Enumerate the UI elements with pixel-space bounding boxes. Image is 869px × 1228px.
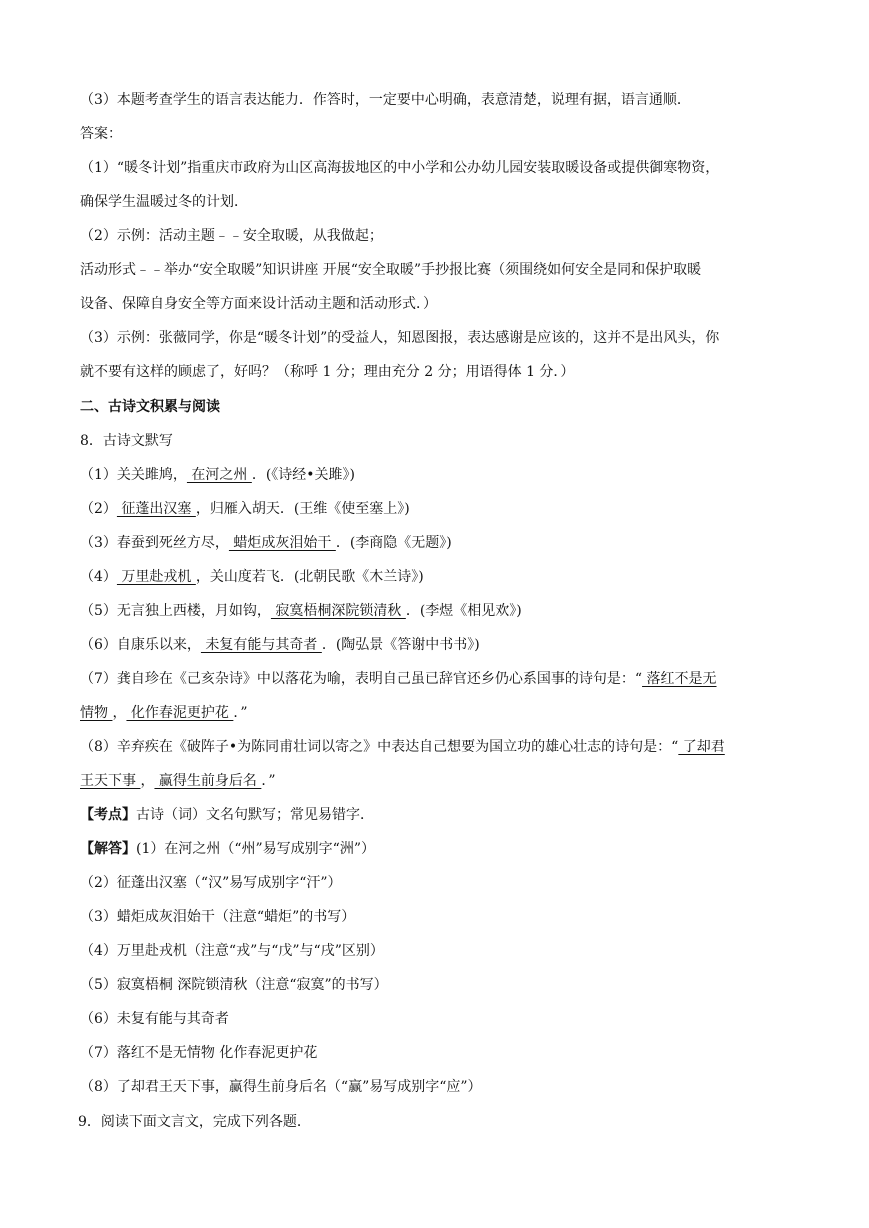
q8-item-4-source: ，关山度若飞．(北朝民歌《木兰诗》) bbox=[195, 569, 424, 585]
jieda-item-6: （6）未复有能与其奇者 bbox=[80, 1011, 229, 1027]
jieda bbox=[80, 839, 792, 859]
q8-item-3-answer: 蜡炬成灰泪始干 bbox=[228, 535, 336, 551]
q8-item-7-comma: ， bbox=[112, 705, 127, 721]
answer-3-line-1: （3）示例：张薇同学，你是“暖冬计划”的受益人，知恩图报，表达感谢是应该的，这并不是出风头，你 bbox=[80, 330, 720, 346]
q8-item-6-answer: 未复有能与其奇者 bbox=[200, 637, 322, 653]
q8-item-5 bbox=[80, 601, 792, 621]
kaodian-label: 【考点】 bbox=[80, 807, 136, 823]
q8-item-7-answer-b: 情物 bbox=[80, 705, 113, 721]
q8-item-8-answer-c: 赢得生前身后名 bbox=[154, 773, 262, 789]
q8-item-4 bbox=[80, 567, 792, 587]
q8-item-3-source: ．(李商隐《无题》) bbox=[335, 535, 452, 551]
q8-item-7-end: ．” bbox=[233, 705, 248, 721]
kaodian bbox=[80, 805, 792, 825]
q8-item-8-comma: ， bbox=[140, 773, 155, 789]
q8-item-1 bbox=[80, 465, 792, 485]
q8-item-6 bbox=[80, 635, 792, 655]
answer-2-line-3: 设备、保障自身安全等方面来设计活动主题和活动形式．） bbox=[80, 296, 437, 312]
question-9-title: 9．阅读下面文言文，完成下列各题． bbox=[78, 1114, 311, 1130]
q8-item-2-answer: 征蓬出汉塞 bbox=[116, 501, 196, 517]
answer-1-line-2: 确保学生温暖过冬的计划． bbox=[80, 194, 248, 210]
answer-1-line-1: （1）“暖冬计划”指重庆市政府为山区高海拔地区的中小学和公办幼儿园安装取暖设备或提供御寒物资， bbox=[80, 160, 720, 176]
kaodian-text: 古诗（词）文名句默写；常见易错字． bbox=[136, 807, 374, 823]
jieda-item-5: （5）寂寞梧桐 深院锁清秋（注意“寂寞”的书写） bbox=[80, 977, 388, 993]
answer-3-line-2: 就不要有这样的顾虑了，好吗？（称呼 1 分；理由充分 2 分；用语得体 1 分．） bbox=[80, 364, 575, 380]
q8-item-2-prompt: （2） bbox=[80, 501, 117, 517]
jieda-item-4: （4）万里赴戎机（注意“戎”与“戊”与“戌”区别） bbox=[80, 943, 384, 959]
jieda-label: 【解答】 bbox=[80, 841, 136, 857]
q8-item-8-line-2 bbox=[80, 771, 792, 791]
answer-label: 答案： bbox=[80, 126, 122, 142]
q8-item-7-line-1 bbox=[80, 669, 792, 689]
q8-item-3-prompt: （3）春蚕到死丝方尽， bbox=[80, 535, 229, 551]
question-8-title: 8．古诗文默写 bbox=[80, 433, 173, 449]
q8-item-8-answer-b: 王天下事 bbox=[80, 773, 141, 789]
answer-2-line-2: 活动形式﹣﹣举办“安全取暖”知识讲座 开展“安全取暖”手抄报比赛（须围绕如何安全是同和保护取暖 bbox=[80, 262, 702, 278]
q8-item-8-answer-a: 了却君 bbox=[678, 739, 725, 755]
jieda-item-3: （3）蜡炬成灰泪始干（注意“蜡炬”的书写） bbox=[80, 909, 356, 925]
jieda-item-8: （8）了却君王天下事，赢得生前身后名（“赢”易写成别字“应”） bbox=[80, 1079, 482, 1095]
q8-item-5-prompt: （5）无言独上西楼，月如钩， bbox=[80, 603, 271, 619]
q8-item-4-prompt: （4） bbox=[80, 569, 117, 585]
q8-item-1-source: ．(《诗经•关雎》) bbox=[251, 467, 356, 483]
q8-item-8-line-1 bbox=[80, 737, 792, 757]
jieda-item-2: （2）征蓬出汉塞（“汉”易写成别字“汗”） bbox=[80, 875, 342, 891]
q8-item-2 bbox=[80, 499, 792, 519]
q8-item-4-answer: 万里赴戎机 bbox=[116, 569, 196, 585]
q8-item-7-prompt: （7）龚自珍在《己亥杂诗》中以落花为喻，表明自己虽已辞官还乡仍心系国事的诗句是：“ bbox=[80, 671, 643, 687]
jieda-item-1: (1）在河之州（“州”易写成别字“洲”） bbox=[136, 841, 375, 857]
q8-item-5-source: ．(李煜《相见欢》) bbox=[405, 603, 522, 619]
q8-item-5-answer: 寂寞梧桐深院锁清秋 bbox=[270, 603, 406, 619]
q8-item-8-prompt: （8）辛弃疾在《破阵子•为陈同甫壮词以寄之》中表达自己想要为国立功的雄心壮志的诗句是：“ bbox=[80, 739, 679, 755]
jieda-item-7: （7）落红不是无情物 化作春泥更护花 bbox=[80, 1045, 318, 1061]
q8-item-2-source: ，归雁入胡天．(王维《使至塞上》) bbox=[195, 501, 410, 517]
q8-item-3 bbox=[80, 533, 792, 553]
q8-item-6-source: ．(陶弘景《答谢中书书》) bbox=[321, 637, 480, 653]
answer-note-3: （3）本题考查学生的语言表达能力．作答时，一定要中心明确，表意清楚，说理有据，语言通顺． bbox=[80, 92, 691, 108]
answer-2-line-1: （2）示例：活动主题﹣﹣安全取暖，从我做起； bbox=[80, 228, 383, 244]
q8-item-1-prompt: （1）关关雎鸠， bbox=[80, 467, 187, 483]
q8-item-7-answer-c: 化作春泥更护花 bbox=[126, 705, 234, 721]
q8-item-1-answer: 在河之州 bbox=[186, 467, 252, 483]
q8-item-8-end: ．” bbox=[261, 773, 276, 789]
q8-item-7-line-2 bbox=[80, 703, 792, 723]
q8-item-7-answer-a: 落红不是无 bbox=[642, 671, 717, 687]
section-heading-2: 二、古诗文积累与阅读 bbox=[80, 399, 220, 415]
q8-item-6-prompt: （6）自康乐以来， bbox=[80, 637, 201, 653]
